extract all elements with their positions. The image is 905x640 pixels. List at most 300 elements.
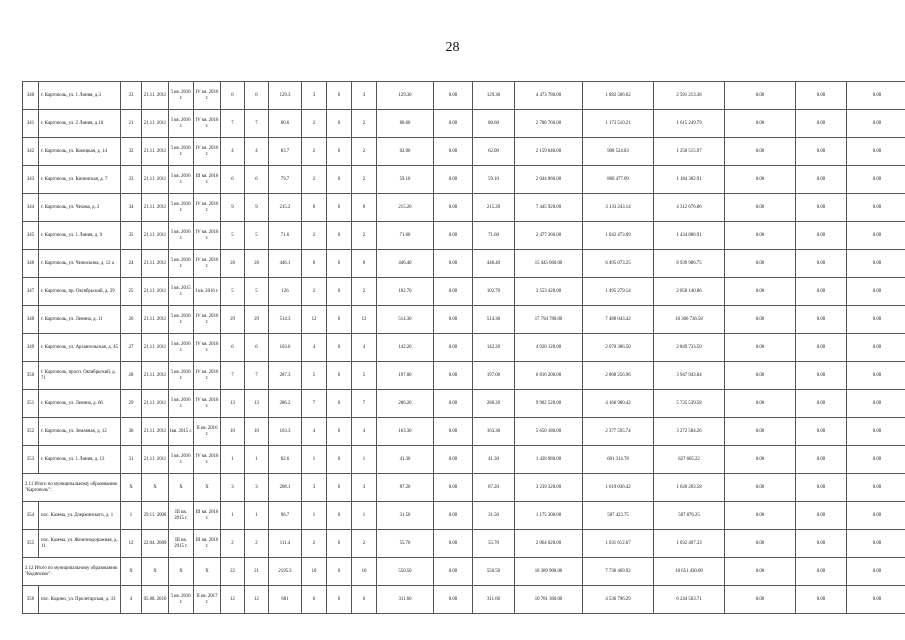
- table-cell: 446.40: [377, 250, 434, 278]
- row-number-cell: 350: [23, 362, 39, 390]
- table-cell: 0.00: [847, 222, 905, 250]
- table-cell: 80.60: [377, 110, 434, 138]
- table-cell: 5: [245, 222, 269, 250]
- table-cell: 21.11. 2011: [142, 418, 169, 446]
- table-cell: 197.00: [377, 362, 434, 390]
- table-cell: 7 445 920.00: [515, 194, 583, 222]
- address-cell: г. Каргополь, ул. 1 Линия, д. 9: [39, 222, 121, 250]
- table-cell: 908 524.03: [583, 138, 654, 166]
- table-cell: 87.20: [377, 474, 434, 502]
- table-cell: 3: [302, 474, 327, 502]
- address-cell: пос. Кодино, ул. Пролетарская, д. 33: [39, 586, 121, 614]
- row-number-cell: 345: [23, 222, 39, 250]
- table-cell: 0.00: [725, 474, 796, 502]
- table-cell: 0: [327, 390, 352, 418]
- table-cell: 3 553 420.00: [515, 278, 583, 306]
- table-cell: 208.1: [269, 474, 302, 502]
- table-cell: 0: [327, 446, 352, 474]
- table-cell: 5: [352, 362, 377, 390]
- table-cell: I кв. 2016 г.: [169, 194, 194, 222]
- subtotal-row: [23, 474, 905, 502]
- table-cell: 7: [352, 390, 377, 418]
- table-cell: 287.3: [269, 362, 302, 390]
- table-cell: 28: [121, 362, 142, 390]
- table-cell: 0.00: [796, 306, 847, 334]
- table-cell: III кв. 2015 г.: [169, 530, 194, 558]
- address-cell: г. Каргополь, ул. Чехова, д. 2: [39, 194, 121, 222]
- table-cell: 3 133 243.14: [583, 194, 654, 222]
- table-cell: 0.00: [725, 390, 796, 418]
- table-cell: 126: [269, 278, 302, 306]
- table-cell: III кв. 2016 г.: [194, 166, 221, 194]
- table-cell: 0.00: [434, 334, 473, 362]
- table-cell: 0.00: [847, 446, 905, 474]
- table-row: [23, 446, 905, 474]
- table-cell: 2 044 860.00: [515, 166, 583, 194]
- table-cell: 22.04. 2009: [142, 530, 169, 558]
- table-cell: 10: [245, 418, 269, 446]
- table-row: [23, 110, 905, 138]
- row-number-cell: 351: [23, 390, 39, 418]
- table-cell: 80.6: [269, 110, 302, 138]
- table-cell: 0.00: [847, 418, 905, 446]
- table-cell: 10: [302, 558, 327, 586]
- table-cell: 514.30: [473, 306, 515, 334]
- table-cell: 41.30: [377, 446, 434, 474]
- table-cell: IV кв. 2016 г.: [194, 390, 221, 418]
- table-cell: 55.70: [473, 530, 515, 558]
- table-cell: 587 423.75: [583, 502, 654, 530]
- table-cell: 129.3: [269, 82, 302, 110]
- table-cell: 2: [352, 166, 377, 194]
- table-cell: 5: [245, 278, 269, 306]
- table-cell: 6 495 073.25: [583, 250, 654, 278]
- address-cell: г. Каргополь, пр. Октябрьский, д. 39: [39, 278, 121, 306]
- table-cell: 71.6: [269, 222, 302, 250]
- table-row: [23, 502, 905, 530]
- table-cell: 31: [121, 446, 142, 474]
- table-cell: 0.00: [796, 390, 847, 418]
- table-cell: 6 244 563.71: [654, 586, 725, 614]
- table-row: [23, 82, 905, 110]
- table-cell: 446.1: [269, 250, 302, 278]
- table-cell: 5: [221, 278, 245, 306]
- table-cell: 0.00: [796, 194, 847, 222]
- row-number-cell: 349: [23, 334, 39, 362]
- table-cell: 0.00: [796, 82, 847, 110]
- table-cell: 3 947 943.04: [654, 362, 725, 390]
- address-cell: г. Каргополь, ул. Ленина, д. 66: [39, 390, 121, 418]
- table-cell: 21.11. 2011: [142, 82, 169, 110]
- table-cell: 163.30: [473, 418, 515, 446]
- table-cell: 0: [327, 558, 352, 586]
- table-row: [23, 418, 905, 446]
- table-cell: 15 445 060.00: [515, 250, 583, 278]
- table-cell: 0: [327, 334, 352, 362]
- table-cell: 4: [352, 334, 377, 362]
- table-cell: 13: [245, 390, 269, 418]
- table-cell: 2: [352, 530, 377, 558]
- table-cell: 10 651 430.08: [654, 558, 725, 586]
- table-cell: 6: [221, 334, 245, 362]
- table-cell: II кв. 2017 г.: [194, 586, 221, 614]
- table-cell: III кв. 2016 г.: [194, 530, 221, 558]
- table-cell: 0.00: [434, 474, 473, 502]
- table-cell: 0: [327, 418, 352, 446]
- table-cell: 0: [327, 250, 352, 278]
- table-cell: IV кв. 2016 г.: [194, 306, 221, 334]
- table-cell: 80.60: [473, 110, 515, 138]
- table-cell: 96.7: [269, 502, 302, 530]
- table-cell: 0.00: [847, 278, 905, 306]
- table-cell: 83.7: [269, 138, 302, 166]
- table-cell: 30: [121, 418, 142, 446]
- row-number-cell: 353: [23, 446, 39, 474]
- address-cell: г. Каргополь, ул. Земляная, д. 12: [39, 418, 121, 446]
- table-cell: 59.10: [473, 166, 515, 194]
- subtotal-label: 2.12 Итого по муниципальному образованию "Кодинское":: [23, 558, 121, 586]
- table-cell: 2: [352, 110, 377, 138]
- table-cell: 0.00: [434, 446, 473, 474]
- address-cell: г. Каргополь, ул. Челюскина, д. 12 а: [39, 250, 121, 278]
- table-cell: I кв. 2016 г.: [169, 250, 194, 278]
- table-cell: 12: [245, 586, 269, 614]
- table-cell: 8: [302, 250, 327, 278]
- row-number-cell: 355: [23, 530, 39, 558]
- table-cell: I кв. 2016 г.: [169, 334, 194, 362]
- row-number-cell: 343: [23, 166, 39, 194]
- table-cell: 24: [121, 250, 142, 278]
- table-cell: 0.00: [434, 390, 473, 418]
- table-cell: 0.00: [847, 474, 905, 502]
- table-cell: 21.11. 2011: [142, 138, 169, 166]
- row-number-cell: 341: [23, 110, 39, 138]
- table-cell: 0.00: [725, 446, 796, 474]
- table-cell: 0.00: [434, 110, 473, 138]
- table-cell: 1 032 407.33: [654, 530, 725, 558]
- table-cell: X: [169, 558, 194, 586]
- table-cell: 1 428 980.00: [515, 446, 583, 474]
- table-cell: 10 306 736.58: [654, 306, 725, 334]
- table-cell: 25: [121, 278, 142, 306]
- table-cell: 2 070 386.50: [583, 334, 654, 362]
- address-cell: г. Каргополь, ул. 1 Линия, д.3: [39, 82, 121, 110]
- table-cell: 0.00: [434, 530, 473, 558]
- table-cell: 3: [302, 82, 327, 110]
- table-cell: 7 736 469.92: [583, 558, 654, 586]
- table-cell: I кв. 2016 г.: [169, 166, 194, 194]
- table-cell: I кв. 2016 г.: [194, 278, 221, 306]
- table-cell: 8: [302, 194, 327, 222]
- table-cell: 2: [352, 138, 377, 166]
- table-cell: 1 173 510.21: [583, 110, 654, 138]
- table-cell: 0.00: [847, 306, 905, 334]
- page-number: 28: [445, 40, 460, 55]
- table-cell: 9 902 520.00: [515, 390, 583, 418]
- table-cell: 21: [121, 110, 142, 138]
- table-cell: 27: [121, 334, 142, 362]
- table-cell: 0.00: [847, 166, 905, 194]
- table-cell: 12: [121, 530, 142, 558]
- table-cell: 7: [221, 362, 245, 390]
- table-cell: 215.20: [377, 194, 434, 222]
- subtotal-label: 2.11 Итого по муниципальному образованию "Каргополь":: [23, 474, 121, 502]
- table-cell: 1: [221, 502, 245, 530]
- table-cell: 21.11. 2011: [142, 334, 169, 362]
- table-cell: 2 477 360.00: [515, 222, 583, 250]
- table-cell: 446.40: [473, 250, 515, 278]
- table-cell: 10: [352, 558, 377, 586]
- table-cell: 0.00: [725, 222, 796, 250]
- table-cell: 21.11. 2011: [142, 194, 169, 222]
- table-cell: 0.00: [434, 418, 473, 446]
- table-cell: 0.00: [725, 334, 796, 362]
- table-cell: 5 650 180.00: [515, 418, 583, 446]
- table-cell: 12: [302, 306, 327, 334]
- table-cell: X: [194, 558, 221, 586]
- table-cell: 5: [302, 362, 327, 390]
- table-cell: 4 536 796.29: [583, 586, 654, 614]
- table-cell: 6: [302, 586, 327, 614]
- table-cell: 601 314.78: [583, 446, 654, 474]
- address-cell: г. Каргополь, ул. 2 Линия, д.10: [39, 110, 121, 138]
- table-cell: 4 166 980.42: [583, 390, 654, 418]
- table-cell: I кв. 2016 г.: [169, 110, 194, 138]
- table-cell: X: [142, 474, 169, 502]
- table-cell: 31.50: [473, 502, 515, 530]
- table-cell: 0.00: [796, 334, 847, 362]
- table-cell: 860 477.09: [583, 166, 654, 194]
- table-cell: 0.00: [796, 362, 847, 390]
- table-cell: 21.11. 2011: [142, 166, 169, 194]
- row-number-cell: 344: [23, 194, 39, 222]
- table-cell: I кв. 2016 г.: [169, 138, 194, 166]
- table-cell: 29.11. 2006: [142, 502, 169, 530]
- table-row: [23, 194, 905, 222]
- table-cell: 0.00: [796, 418, 847, 446]
- table-cell: 2 849 733.50: [654, 334, 725, 362]
- table-cell: 3: [221, 474, 245, 502]
- table-cell: 6: [245, 166, 269, 194]
- table-body: [23, 82, 905, 614]
- table-cell: 6: [221, 82, 245, 110]
- table-cell: II кв. 2016 г.: [194, 418, 221, 446]
- table-cell: 3: [352, 82, 377, 110]
- table-cell: 7 488 043.42: [583, 306, 654, 334]
- table-cell: 215.20: [473, 194, 515, 222]
- table-cell: 0.00: [847, 586, 905, 614]
- table-row: [23, 306, 905, 334]
- table-cell: 79.7: [269, 166, 302, 194]
- table-cell: 0.00: [725, 558, 796, 586]
- table-cell: IV кв. 2016 г.: [194, 446, 221, 474]
- table-cell: 0.00: [847, 390, 905, 418]
- table-cell: 1: [245, 502, 269, 530]
- table-cell: 1: [245, 446, 269, 474]
- table-cell: 29: [245, 306, 269, 334]
- table-cell: IV кв. 2016 г.: [194, 194, 221, 222]
- table-cell: IV кв. 2016 г.: [194, 222, 221, 250]
- table-cell: 0.00: [725, 250, 796, 278]
- table-cell: 21.11. 2011: [142, 362, 169, 390]
- table-cell: 1 031 612.67: [583, 530, 654, 558]
- table-cell: 0.00: [434, 138, 473, 166]
- table-cell: 12: [221, 586, 245, 614]
- table-cell: 0.00: [796, 278, 847, 306]
- table-cell: 0.00: [796, 530, 847, 558]
- table-cell: 142.20: [377, 334, 434, 362]
- table-cell: 17 794 780.00: [515, 306, 583, 334]
- subtotal-row: [23, 558, 905, 586]
- table-cell: 0.00: [434, 362, 473, 390]
- table-row: [23, 334, 905, 362]
- table-cell: 587 876.25: [654, 502, 725, 530]
- table-cell: Iкв. 2015 г.: [169, 418, 194, 446]
- table-cell: I кв. 2016 г.: [169, 446, 194, 474]
- table-cell: 1: [302, 502, 327, 530]
- table-cell: 197.00: [473, 362, 515, 390]
- table-cell: 0.00: [796, 166, 847, 194]
- row-number-cell: 352: [23, 418, 39, 446]
- table-cell: 21.11. 2011: [142, 222, 169, 250]
- table-cell: 163.3: [269, 418, 302, 446]
- table-cell: 13: [221, 390, 245, 418]
- table-cell: 8: [352, 194, 377, 222]
- table-cell: 4: [245, 138, 269, 166]
- table-cell: 7: [245, 362, 269, 390]
- table-cell: X: [169, 474, 194, 502]
- table-cell: 2 868 256.96: [583, 362, 654, 390]
- table-cell: 0.00: [796, 250, 847, 278]
- table-cell: 2195.3: [269, 558, 302, 586]
- table-row: [23, 362, 905, 390]
- row-number-cell: 356: [23, 586, 39, 614]
- table-cell: 2: [352, 278, 377, 306]
- table-cell: 0.00: [725, 306, 796, 334]
- table-cell: 4: [221, 138, 245, 166]
- table-cell: 6: [245, 82, 269, 110]
- table-cell: 286.20: [473, 390, 515, 418]
- table-cell: 7: [302, 390, 327, 418]
- table-cell: 2 058 140.86: [654, 278, 725, 306]
- address-cell: пос. Казема, ул. Железнодорожная, д. 11: [39, 530, 121, 558]
- table-cell: 9: [221, 194, 245, 222]
- table-cell: 0.00: [434, 278, 473, 306]
- table-cell: III кв. 2016 г.: [194, 502, 221, 530]
- table-cell: 827 665.22: [654, 446, 725, 474]
- table-cell: 6: [245, 334, 269, 362]
- table-cell: 2: [302, 278, 327, 306]
- table-cell: 2: [302, 110, 327, 138]
- table-row: [23, 222, 905, 250]
- table-cell: 0.00: [847, 138, 905, 166]
- table-cell: IV кв. 2016 г.: [194, 362, 221, 390]
- table-cell: 3: [245, 474, 269, 502]
- table-cell: 2: [221, 530, 245, 558]
- table-cell: 0.00: [725, 418, 796, 446]
- table-cell: X: [142, 558, 169, 586]
- table-cell: 0.00: [796, 502, 847, 530]
- table-cell: 0.00: [847, 82, 905, 110]
- table-cell: 3 272 584.26: [654, 418, 725, 446]
- table-cell: 129.30: [473, 82, 515, 110]
- table-cell: 0.00: [847, 250, 905, 278]
- table-cell: 32: [121, 138, 142, 166]
- table-cell: 4: [121, 586, 142, 614]
- table-cell: I кв. 2016 г.: [169, 362, 194, 390]
- table-cell: 1 620 283.58: [654, 474, 725, 502]
- table-cell: 6: [221, 166, 245, 194]
- table-cell: 0: [327, 278, 352, 306]
- table-row: [23, 390, 905, 418]
- table-cell: 5: [221, 222, 245, 250]
- table-cell: 0.00: [725, 362, 796, 390]
- table-cell: 2: [302, 138, 327, 166]
- row-number-cell: 347: [23, 278, 39, 306]
- table-cell: 62.00: [473, 138, 515, 166]
- table-cell: 0.00: [434, 222, 473, 250]
- table-cell: 0.00: [796, 474, 847, 502]
- table-cell: IV кв. 2016 г.: [194, 250, 221, 278]
- table-cell: 111.4: [269, 530, 302, 558]
- table-cell: 0: [327, 586, 352, 614]
- table-cell: 10: [221, 418, 245, 446]
- address-cell: г. Каргополь, ул. Конецкая, д. 14: [39, 138, 121, 166]
- table-cell: I кв. 2015 г.: [169, 278, 194, 306]
- table-cell: 1 615 249.79: [654, 110, 725, 138]
- table-cell: 1 184 382.91: [654, 166, 725, 194]
- table-cell: 4: [302, 334, 327, 362]
- table-cell: 0.00: [725, 586, 796, 614]
- address-cell: г. Каргополь, ул. Кипинская, д. 7: [39, 166, 121, 194]
- table-cell: 71.60: [473, 222, 515, 250]
- address-cell: г. Каргополь, ул. Архангельская, д. 45: [39, 334, 121, 362]
- table-cell: 28: [221, 250, 245, 278]
- table-cell: 2 591 213.38: [654, 82, 725, 110]
- table-cell: 23: [121, 82, 142, 110]
- table-cell: 5 735 539.58: [654, 390, 725, 418]
- table-cell: 0.00: [725, 194, 796, 222]
- table-cell: 0.00: [847, 502, 905, 530]
- table-cell: 21.11. 2011: [142, 446, 169, 474]
- table-cell: X: [194, 474, 221, 502]
- table-cell: 2 159 040.00: [515, 138, 583, 166]
- table-cell: X: [121, 558, 142, 586]
- table-cell: 311.60: [473, 586, 515, 614]
- table-cell: 21: [245, 558, 269, 586]
- table-cell: 3 239 320.00: [515, 474, 583, 502]
- table-cell: 0.00: [796, 558, 847, 586]
- table-cell: 311.60: [377, 586, 434, 614]
- table-cell: 0: [327, 194, 352, 222]
- table-cell: 1: [221, 446, 245, 474]
- table-cell: 21.11. 2011: [142, 278, 169, 306]
- table-cell: 1 250 515.97: [654, 138, 725, 166]
- table-cell: 82.6: [269, 446, 302, 474]
- table-cell: 0: [327, 110, 352, 138]
- table-row: [23, 586, 905, 614]
- table-row: [23, 166, 905, 194]
- table-cell: 8: [352, 250, 377, 278]
- table-cell: 0: [327, 502, 352, 530]
- table-cell: 1: [352, 446, 377, 474]
- table-cell: 6: [352, 586, 377, 614]
- table-cell: 3: [352, 474, 377, 502]
- table-cell: IV кв. 2016 г.: [194, 138, 221, 166]
- table-cell: 0.00: [796, 138, 847, 166]
- table-row: [23, 250, 905, 278]
- table-cell: 1 434 886.91: [654, 222, 725, 250]
